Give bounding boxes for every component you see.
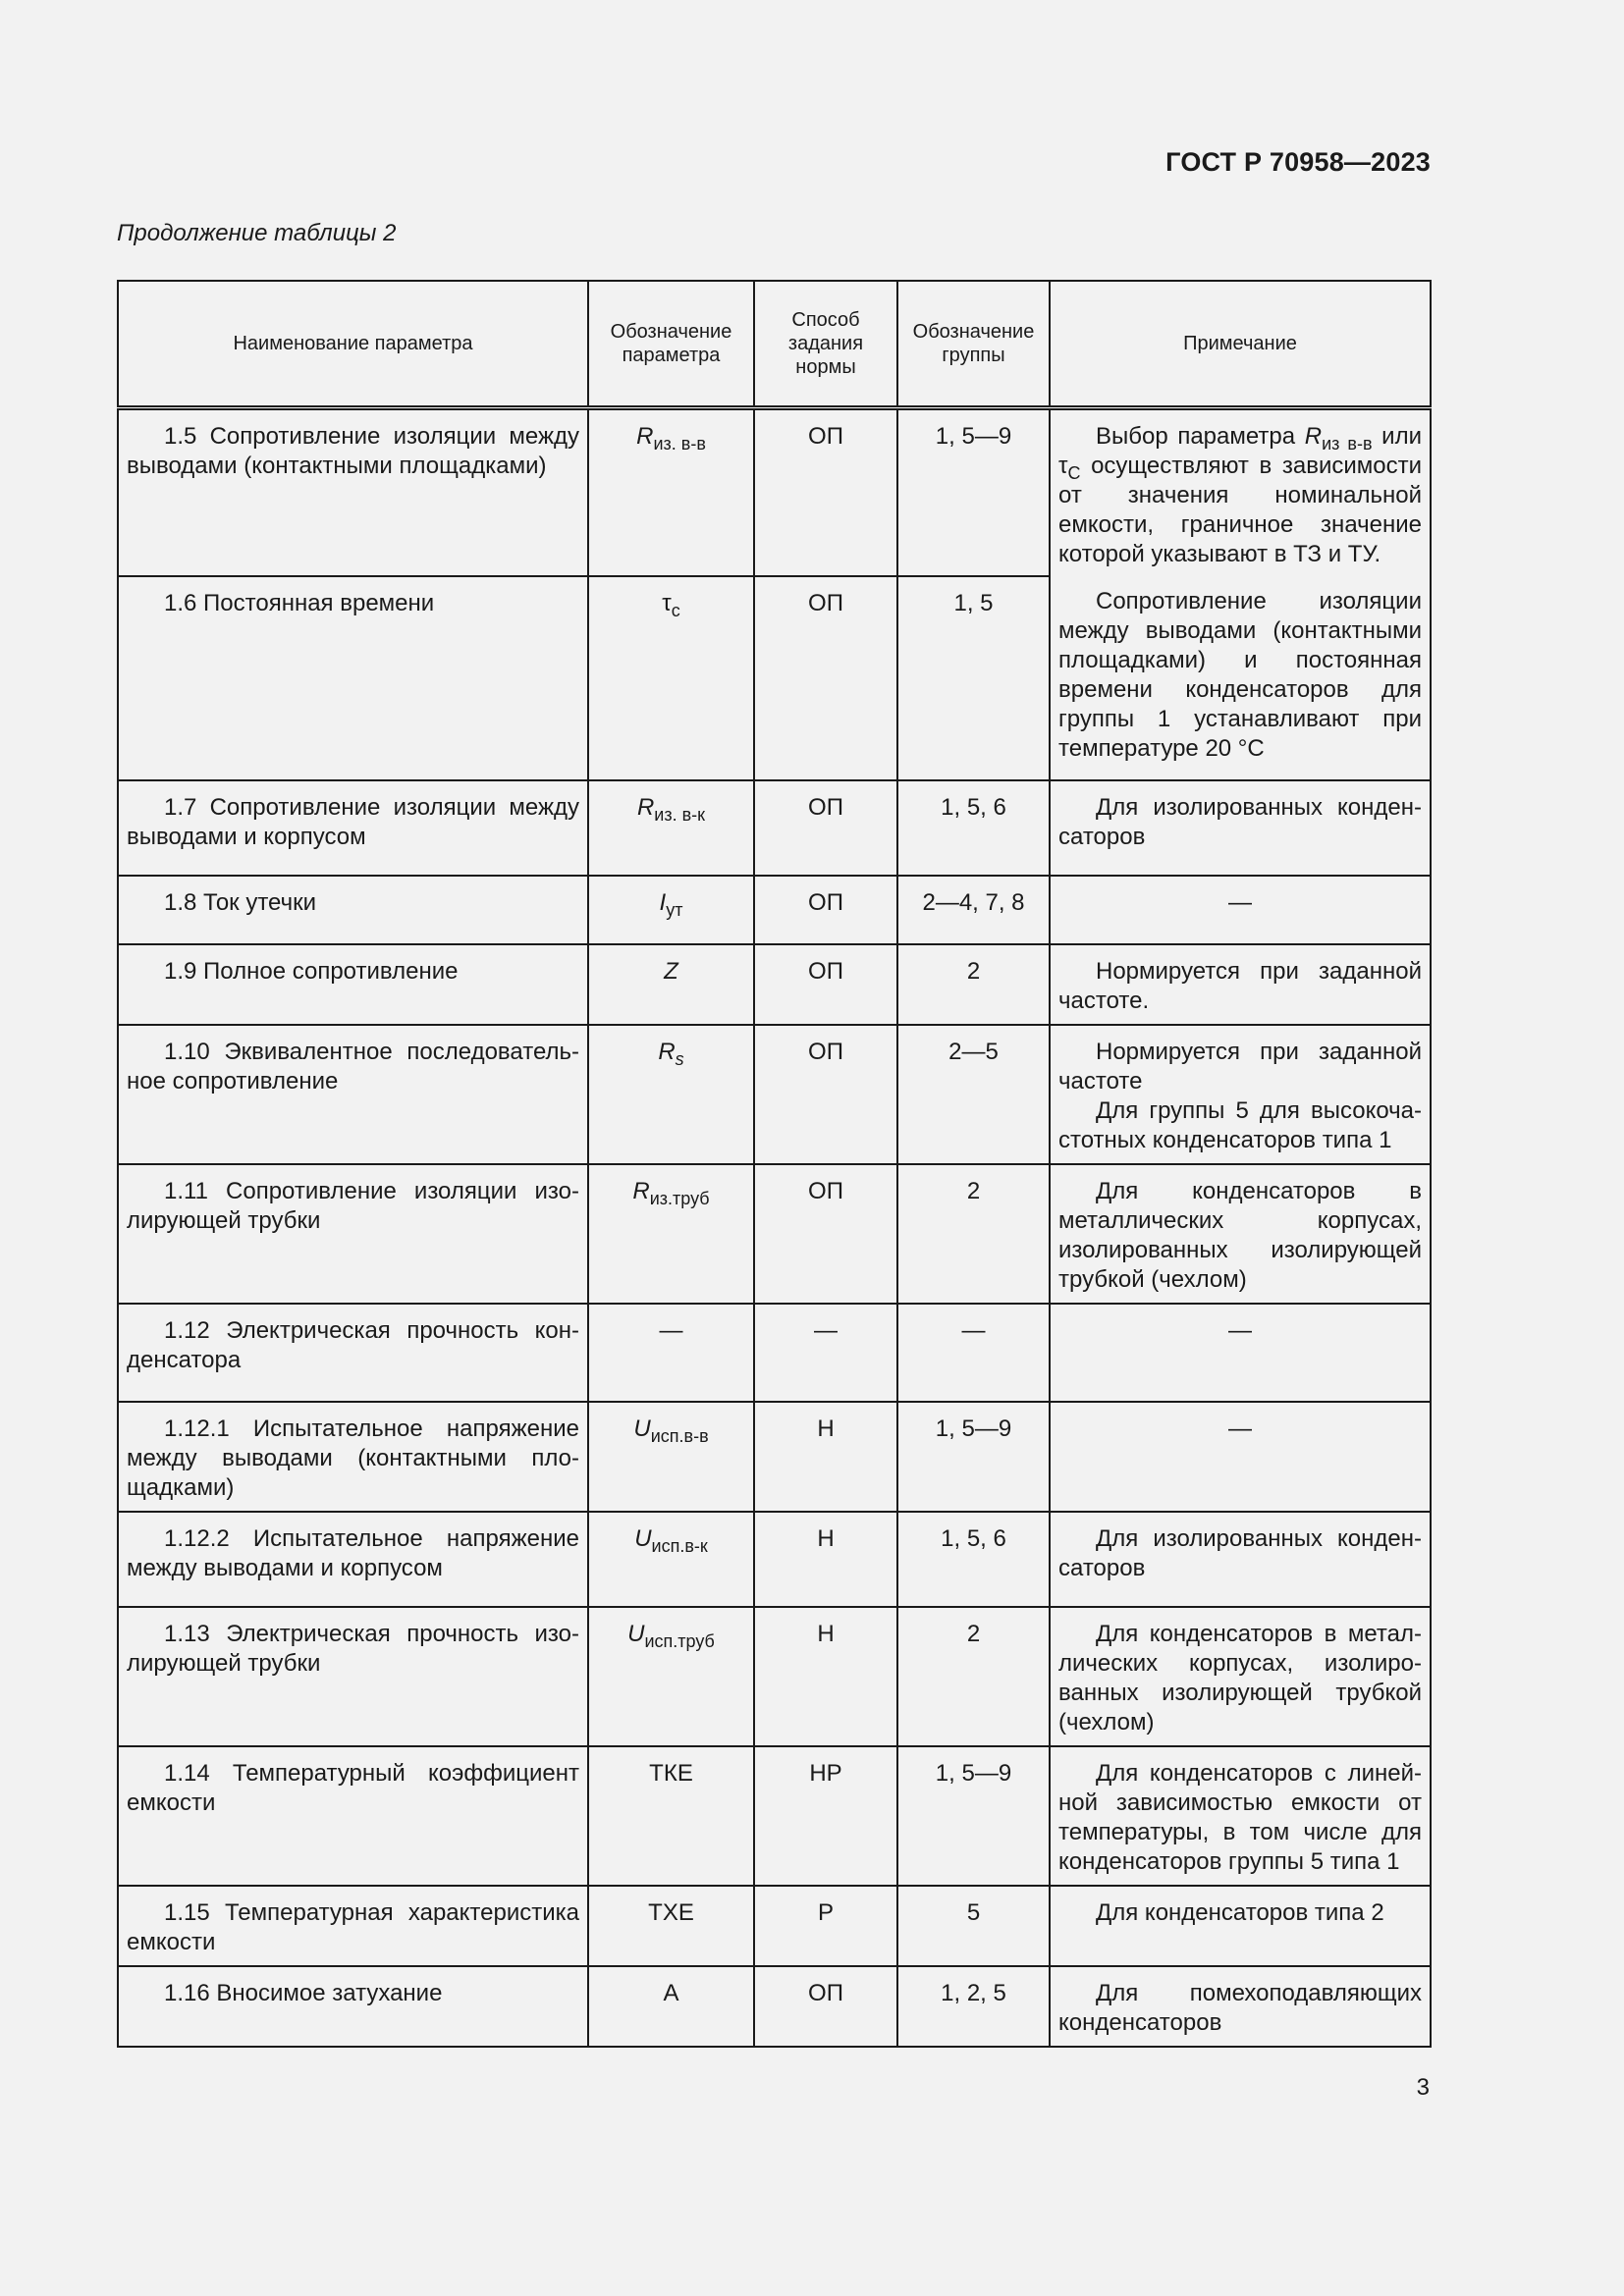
norm-method: ОП [754, 1966, 897, 2047]
param-symbol: $\tau_с$ [588, 576, 754, 780]
header-group: Обозначение группы [897, 281, 1050, 408]
param-symbol: $R_{из. в-к}$ [588, 780, 754, 876]
table-caption: Продолжение таблицы 2 [117, 220, 397, 246]
parameters-table [117, 280, 1432, 2048]
norm-method: Р [754, 1886, 897, 1966]
param-note: Для конденсаторов в метал-лических корпусах, изолиро-ванных изолирующей трубкой (чехлом) [1050, 1607, 1431, 1746]
param-symbol: $U_{исп.труб}$ [588, 1607, 754, 1746]
param-note: Нормируется при заданной частоте. [1050, 944, 1431, 1025]
param-note: Для конденсаторов типа 2 [1050, 1886, 1431, 1966]
norm-method: ОП [754, 944, 897, 1025]
group-designation: 1, 5—9 [897, 1402, 1050, 1512]
param-name: 1.8 Ток утечки [118, 876, 588, 944]
param-name: 1.14 Температурный коэффициент емкости [118, 1746, 588, 1886]
param-note: — [1050, 876, 1431, 944]
norm-method: ОП [754, 780, 897, 876]
param-note: — [1050, 1304, 1431, 1402]
group-designation: 5 [897, 1886, 1050, 1966]
group-designation: — [897, 1304, 1050, 1402]
param-symbol: ТКЕ [588, 1746, 754, 1886]
param-symbol: $R_{из. в-в}$ [588, 408, 754, 576]
table-row [118, 1025, 1431, 1164]
param-name: 1.12 Электрическая прочность кон-денсатора [118, 1304, 588, 1402]
page-number: 3 [1416, 2074, 1430, 2101]
param-name: 1.16 Вносимое затухание [118, 1966, 588, 2047]
group-designation: 1, 2, 5 [897, 1966, 1050, 2047]
param-note: Для изолированных конден-саторов [1050, 1512, 1431, 1607]
param-note: — [1050, 1402, 1431, 1512]
table-row [118, 1966, 1431, 2047]
norm-method: — [754, 1304, 897, 1402]
table-row [118, 1746, 1431, 1886]
table-row [118, 780, 1431, 876]
group-designation: 2 [897, 944, 1050, 1025]
param-name: 1.10 Эквивалентное последователь-ное сопротивление [118, 1025, 588, 1164]
group-designation: 2—4, 7, 8 [897, 876, 1050, 944]
norm-method: Н [754, 1512, 897, 1607]
group-designation: 1, 5, 6 [897, 1512, 1050, 1607]
header-name: Наименование параметра [118, 281, 588, 408]
param-note: Для помехоподавляющих конденсаторов [1050, 1966, 1431, 2047]
table-header-row [118, 281, 1431, 408]
group-designation: 1, 5—9 [897, 408, 1050, 576]
param-name: 1.11 Сопротивление изоляции изо-лирующей трубки [118, 1164, 588, 1304]
norm-method: ОП [754, 576, 897, 780]
param-symbol: $R_{из.труб}$ [588, 1164, 754, 1304]
param-name: 1.7 Сопротивление изоляции между выводами и корпусом [118, 780, 588, 876]
param-note: Для конденсаторов в металлических корпусах, изолированных изолирующей трубкой (чехлом) [1050, 1164, 1431, 1304]
group-designation: 2 [897, 1607, 1050, 1746]
param-symbol: Z [588, 944, 754, 1025]
param-symbol: $I_{ут}$ [588, 876, 754, 944]
header-symbol: Обозначение параметра [588, 281, 754, 408]
param-name: 1.6 Постоянная времени [118, 576, 588, 780]
group-designation: 2—5 [897, 1025, 1050, 1164]
param-symbol: $U_{исп.в-к}$ [588, 1512, 754, 1607]
norm-method: Н [754, 1402, 897, 1512]
norm-method: ОП [754, 408, 897, 576]
norm-method: ОП [754, 876, 897, 944]
norm-method: ОП [754, 1164, 897, 1304]
param-name: 1.5 Сопротивление изоляции между выводами (контактными площадками) [118, 408, 588, 576]
group-designation: 1, 5—9 [897, 1746, 1050, 1886]
merged-note-p1: Выбор параметра $R_{из в-в}$ или $\tau_С$ осуществляют в зависимости от значения номинальной емкости, граничное значение которой указывают в ТЗ и ТУ. [1058, 423, 1422, 567]
table-row [118, 1164, 1431, 1304]
param-symbol: А [588, 1966, 754, 2047]
param-name: 1.15 Температурная характеристика емкости [118, 1886, 588, 1966]
table-row [118, 876, 1431, 944]
table-row [118, 1512, 1431, 1607]
param-name: 1.12.2 Испытательное напряжение между выводами и корпусом [118, 1512, 588, 1607]
param-symbol: ТХЕ [588, 1886, 754, 1966]
header-method: Способ задания нормы [754, 281, 897, 408]
table-row [118, 1886, 1431, 1966]
standard-id: ГОСТ Р 70958—2023 [1165, 147, 1431, 177]
group-designation: 1, 5, 6 [897, 780, 1050, 876]
table-row [118, 1304, 1431, 1402]
param-symbol: $R_s$ [588, 1025, 754, 1164]
table-row [118, 1402, 1431, 1512]
table-row [118, 408, 1431, 576]
header-note: Примечание [1050, 281, 1431, 408]
param-note: Для конденсаторов с линей-ной зависимостью емкости от температуры, в том числе для конденсаторов группы 5 типа 1 [1050, 1746, 1431, 1886]
param-name: 1.9 Полное сопротивление [118, 944, 588, 1025]
table-row [118, 1607, 1431, 1746]
param-name: 1.13 Электрическая прочность изо-лирующей трубки [118, 1607, 588, 1746]
merged-note-p2: Сопротивление изоляции между выводами (контактными площадками) и постоянная времени конденсаторов для группы 1 устанавливают при температуре 20 °С [1058, 588, 1422, 762]
norm-method: НР [754, 1746, 897, 1886]
param-name: 1.12.1 Испытательное напряжение между выводами (контактными пло-щадками) [118, 1402, 588, 1512]
group-designation: 1, 5 [897, 576, 1050, 780]
merged-note [1050, 408, 1431, 780]
param-symbol: — [588, 1304, 754, 1402]
norm-method: Н [754, 1607, 897, 1746]
param-note: Нормируется при заданной частоте Для группы 5 для высокоча-стотных конденсаторов типа 1 [1050, 1025, 1431, 1164]
table-row [118, 944, 1431, 1025]
group-designation: 2 [897, 1164, 1050, 1304]
param-symbol: $U_{исп.в-в}$ [588, 1402, 754, 1512]
norm-method: ОП [754, 1025, 897, 1164]
param-note: Для изолированных конден-саторов [1050, 780, 1431, 876]
